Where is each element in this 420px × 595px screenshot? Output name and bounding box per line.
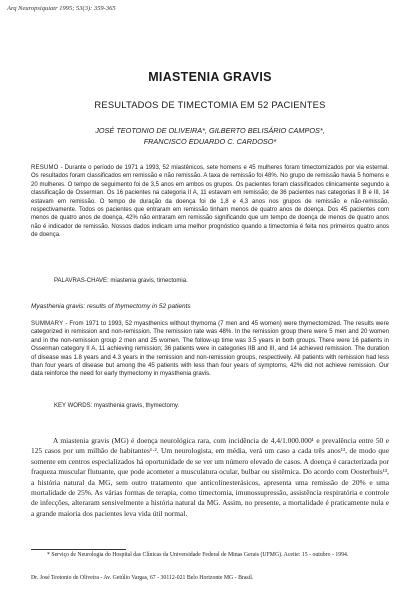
key-words-text: myasthenia gravis, thymectomy. (93, 403, 180, 409)
palavras-chave (54, 277, 384, 285)
resumo-text: - Durante o período de 1971 a 1993, 52 miastênicos, sete homens e 45 mulheres foram timectomizados por via esternal. Os resultados foram classificados em remissão e não remissão. A taxa de remissão foi 48%. No grupo de remissão havia 5 homens e 20 mulheres. O tempo de seguimento foi de 3,5 anos em ambos os grupos. Os pacientes foram classificados clinicamente segundo a classificação de Osserman. Os 16 pacientes na categoria II A, 11 estavam em remissão; de 36 pacientes nas categorias II B e III, 14 estavam em remissão. O tempo de duração da doença foi de 1,8 e 4,3 anos nos grupos de remissão e não-remissão, respectivamente. Todos os pacientes que entraram em remissão tinham menos de quatro anos de doença. Dos 45 pacientes com menos de quatro anos de doença, 42% não entraram em remissão significando que um tempo de doença de menos de quatro anos não é indicador de remissão. Nossos dados indicam uma melhor prognóstico quando a timectomia é feita nos primeiros quatro anos de doença. (31, 165, 390, 239)
authors-line-2: FRANCISCO EDUARDO C. CARDOSO* (143, 136, 277, 146)
journal-reference: Arq Neuropsiquiatr 1995; 53(3): 359-365 (7, 5, 116, 12)
palavras-chave-text: miastenia gravis, timectomia. (110, 278, 188, 284)
authors-line-1: JOSÉ TEOTONIO DE OLIVEIRA*, GILBERTO BELISÁRIO CAMPOS*, (95, 126, 325, 135)
key-words (54, 402, 384, 410)
summary-label: SUMMARY (31, 320, 64, 327)
english-title: Myasthenia gravis: results of thymectomy in 52 patients (31, 303, 191, 310)
article-title: MIASTENIA GRAVIS (148, 70, 272, 84)
palavras-chave-label: PALAVRAS-CHAVE: (54, 278, 109, 284)
footnote-divider (31, 549, 126, 550)
english-summary (31, 320, 389, 379)
article-subtitle: RESULTADOS DE TIMECTOMIA EM 52 PACIENTES (94, 99, 326, 110)
key-words-label: KEY WORDS: (54, 403, 93, 409)
summary-text: - From 1971 to 1993, 52 myasthenics without thymoma (7 men and 45 women) were thymectomized. The results were categorized in remission and non-remission. The remission rate was 48%. In the remission group there were 5 men and 20 women and in the non-remission group 2 men and 25 women. The follow-up time was 3.5 years in both groups. There were 16 patients in Osserman category II A, 11 achieving remission; 36 patients were in categories IIB and III, and 14 achieved remission. The duration of disease was 1.8 years and 4.3 years in the remission and non-remission groups, respectively. All patients with remission had less than four years of disease but among the 45 patients with less than four years of symptoms, 42% did not achieve remission. Our data reinforce the need for early thymectomy in myasthenia gravis. (31, 320, 389, 378)
author-list (40, 126, 380, 147)
resumo-label: RESUMO (31, 165, 59, 171)
resumo-abstract (31, 164, 389, 240)
correspondence-address: Dr. José Teotonio de Oliveira - Av. Getúlio Vargas, 67 - 30112-021 Belo Horizonte MG - Brasil. (31, 575, 254, 581)
body-paragraph (31, 436, 389, 519)
footnote: * Serviço de Neurologia do Hospital das Clínicas da Universidade Federal de Minas Gerais (UFMG). Aceite: 15 - outubro - 1994. (47, 552, 349, 558)
body-paragraph-text: A miastenia gravis (MG) é doença neurológica rara, com incidência de 4,4/1.000.000¹ e prevalência entre 50 e 125 casos por um milhão de habitantes¹·². Um neurologista, em média, verá um caso a cada três anos¹³, de modo que somente em centros especializados há oportunidade de se ver um número elevado de casos. A doença é caracterizada por fraqueza muscular flutuante, que pode acometer a musculatura ocular, bulbar ou sistêmica. Do acordo com Oosterhuis¹³, a história natural da MG, sem outro tratamento que anticolinesterásicos, apresenta uma remissão de 20% e uma mortalidade de 25%. As várias formas de terapia, como timectomia, imunossupressão, assistência respiratória e controle de infecções, alteraram sensivelmente a história natural da MG. Assim, no presente, a mortalidade é praticamente nula e a grande maioria dos pacientes leva vida útil normal. (31, 436, 389, 518)
